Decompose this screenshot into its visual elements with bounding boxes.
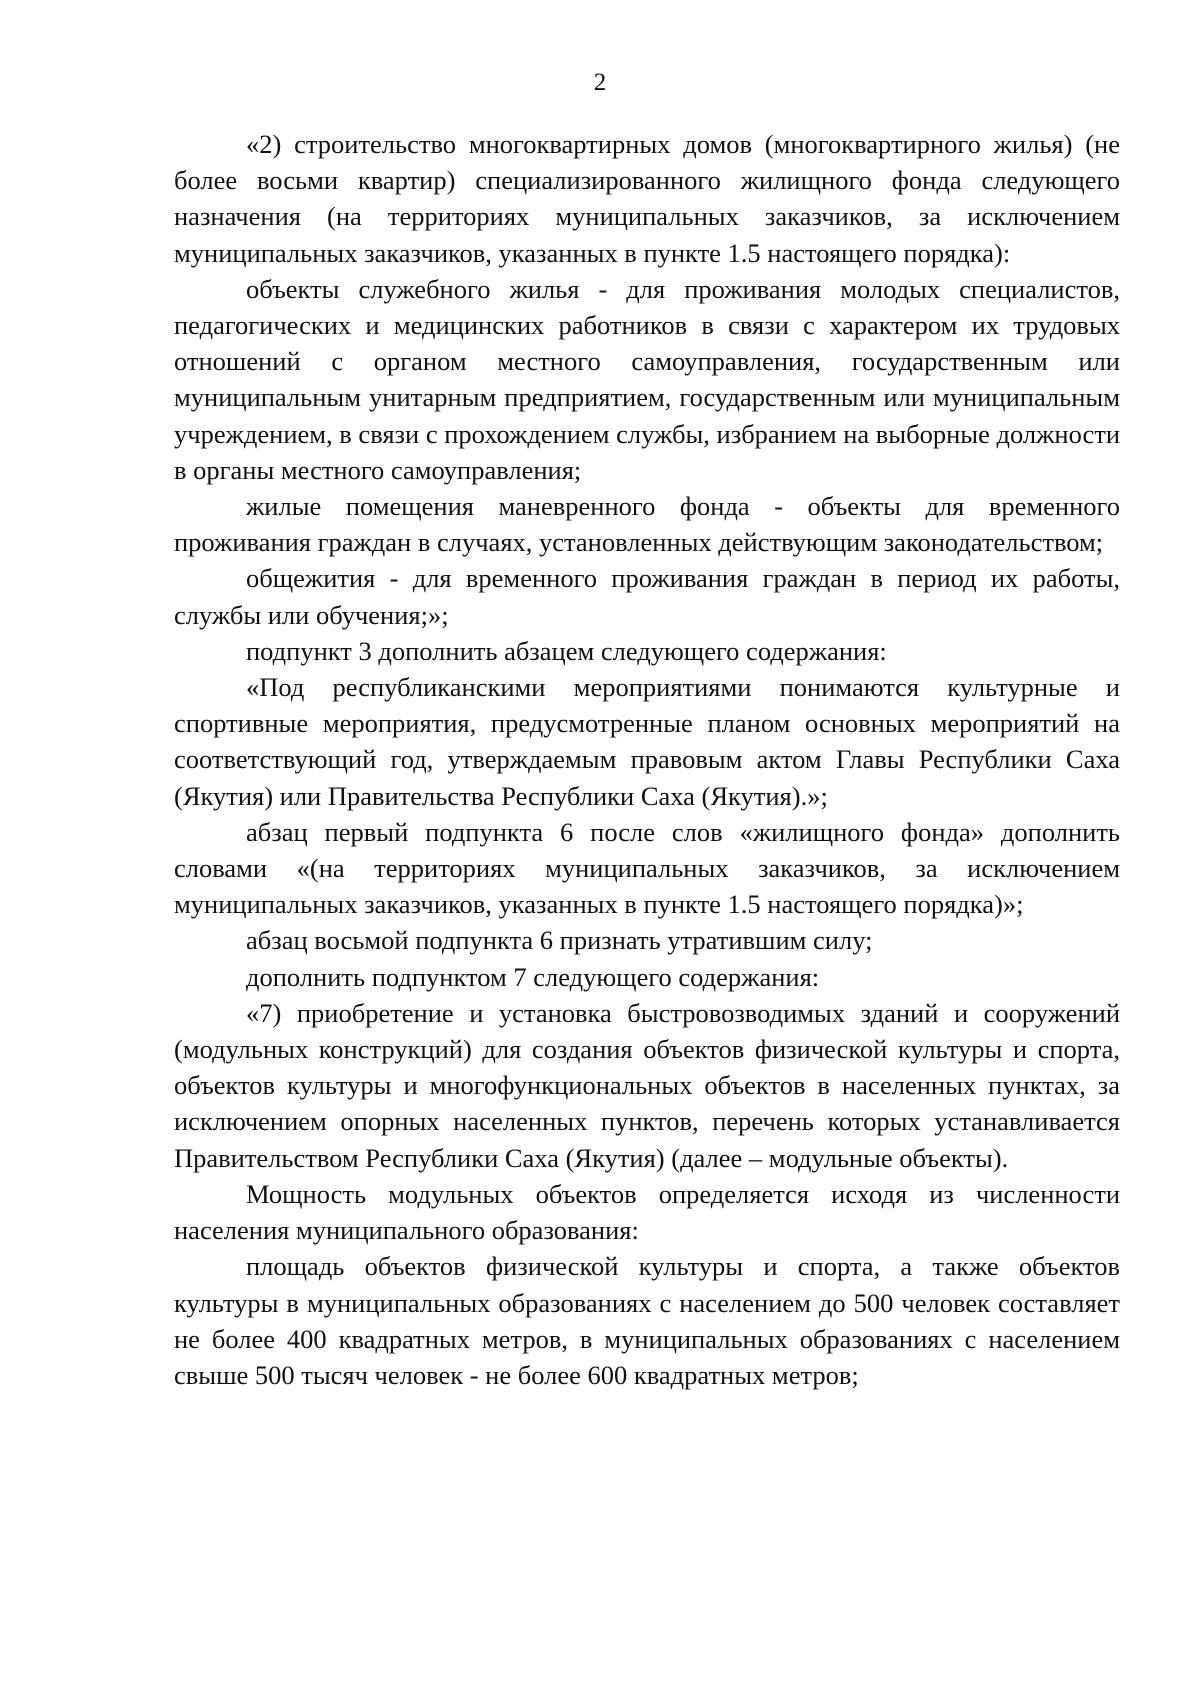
paragraph: общежития - для временного проживания граждан в период их работы, службы или обучения;»; (174, 563, 1120, 630)
paragraph: жилые помещения маневренного фонда - объекты для временного проживания граждан в случаях, установленных действующим законодательством; (174, 491, 1120, 558)
page-number: 2 (593, 69, 607, 96)
paragraph: «7) приобретение и установка быстровозводимых зданий и сооружений (модульных конструкций) для создания объектов физической культуры и спорта, объектов культуры и многофункциональных объектов в населенных пунктах, за исключением опорных населенных пунктов, перечень которых устанавливается Правительством Республики Саха (Якутия) (далее – модульные объекты). (174, 997, 1120, 1173)
paragraph: площадь объектов физической культуры и спорта, а также объектов культуры в муниципальных образованиях с населением до 500 человек составляет не более 400 квадратных метров, в муниципальных образованиях с населением свыше 500 тысяч человек - не более 600 квадратных метров; (174, 1251, 1120, 1390)
document-body (174, 126, 1120, 1393)
paragraph: дополнить подпунктом 7 следующего содержания: (246, 961, 820, 992)
paragraph: абзац восьмой подпункта 6 признать утратившим силу; (246, 925, 873, 956)
paragraph: Мощность модульных объектов определяется исходя из численности населения муниципального образования: (174, 1178, 1120, 1246)
paragraph: абзац первый подпункта 6 после слов «жилищного фонда» дополнить словами «(на территориях муниципальных заказчиков, за исключением муниципальных заказчиков, указанных в пункте 1.5 настоящего порядка)»; (174, 816, 1120, 920)
paragraph: «Под республиканскими мероприятиями понимаются культурные и спортивные мероприятия, предусмотренные планом основных мероприятий на соответствующий год, утверждаемым правовым актом Главы Республики Саха (Якутия) или Правительства Республики Саха (Якутия).»; (174, 672, 1120, 811)
paragraph: «2) строительство многоквартирных домов (многоквартирного жилья) (не более восьми квартир) специализированного жилищного фонда следующего назначения (на территориях муниципальных заказчиков, за исключением муниципальных заказчиков, указанных в пункте 1.5 настоящего порядка): (174, 129, 1120, 268)
paragraph: подпункт 3 дополнить абзацем следующего содержания: (246, 635, 887, 666)
paragraph: объекты служебного жилья - для проживания молодых специалистов, педагогических и медицинских работников в связи с характером их трудовых отношений с органом местного самоуправления, государственным или муниципальным унитарным предприятием, государственным или муниципальным учреждением, в связи с прохождением службы, избранием на выборные должности в органы местного самоуправления; (174, 273, 1120, 485)
